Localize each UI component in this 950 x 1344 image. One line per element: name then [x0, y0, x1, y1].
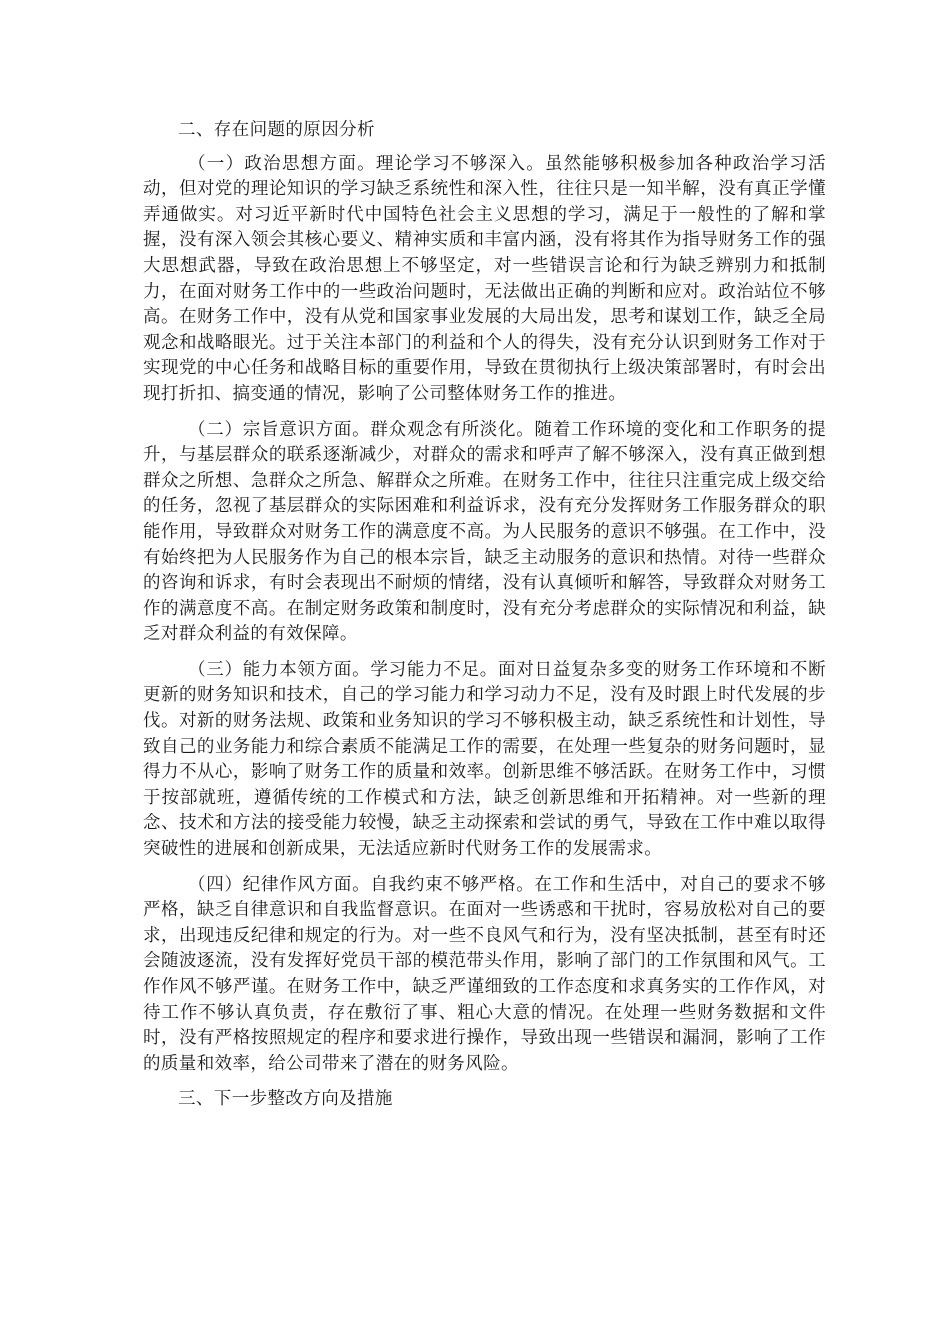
paragraph-political-thought: （一）政治思想方面。理论学习不够深入。虽然能够积极参加各种政治学习活动，但对党的理论知识的学习缺乏系统性和深入性，往往只是一知半解，没有真正学懂弄通做实。对习近平新时代中国特色社会主义思想的学习，满足于一般性的了解和掌握，没有深入领会其核心要义、精神实质和丰富内涵，没有将其作为指导财务工作的强大思想武器，导致在政治思想上不够坚定，对一些错误言论和行为缺乏辨别力和抵制力，在面对财务工作中的一些政治问题时，无法做出正确的判断和应对。政治站位不够高。在财务工作中，没有从党和国家事业发展的大局出发，思考和谋划工作，缺乏全局观念和战略眼光。过于关注本部门的利益和个人的得失，没有充分认识到财务工作对于实现党的中心任务和战略目标的重要作用，导致在贯彻执行上级决策部署时，有时会出现打折扣、搞变通的情况，影响了公司整体财务工作的推进。	[143, 153, 826, 404]
section-heading-causes: 二、存在问题的原因分析	[178, 120, 375, 140]
paragraph-discipline-style: （四）纪律作风方面。自我约束不够严格。在工作和生活中，对自己的要求不够严格，缺乏自律意识和自我监督意识。在面对一些诱惑和干扰时，容易放松对自己的要求，出现违反纪律和规定的行为。对一些不良风气和行为，没有坚决抵制，甚至有时还会随波逐流，没有发挥好党员干部的模范带头作用，影响了部门的工作氛围和风气。工作作风不够严谨。在财务工作中，缺乏严谨细致的工作态度和求真务实的工作作风，对待工作不够认真负责，存在敷衍了事、粗心大意的情况。在处理一些财务数据和文件时，没有严格按照规定的程序和要求进行操作，导致出现一些错误和漏洞，影响了工作的质量和效率，给公司带来了潜在的财务风险。	[143, 874, 826, 1074]
section-heading-next-steps: 三、下一步整改方向及措施	[178, 1089, 393, 1110]
paragraph-ability: （三）能力本领方面。学习能力不足。面对日益复杂多变的财务工作环境和不断更新的财务知识和技术，自己的学习能力和学习动力不足，没有及时跟上时代发展的步伐。对新的财务法规、政策和业务知识的学习不够积极主动，缺乏系统性和计划性，导致自己的业务能力和综合素质不能满足工作的需要，在处理一些复杂的财务问题时，显得力不从心，影响了财务工作的质量和效率。创新思维不够活跃。在财务工作中，习惯于按部就班，遵循传统的工作模式和方法，缺乏创新思维和开拓精神。对一些新的理念、技术和方法的接受能力较慢，缺乏主动探索和尝试的勇气，导致在工作中难以取得突破性的进展和创新成果，无法适应新时代财务工作的发展需求。	[143, 659, 826, 860]
document-body	[143, 118, 826, 1113]
paragraph-purpose-awareness: （二）宗旨意识方面。群众观念有所淡化。随着工作环境的变化和工作职务的提升，与基层群众的联系逐渐减少，对群众的需求和呼声了解不够深入，没有真正做到想群众之所想、急群众之所急、解群众之所难。在财务工作中，往往只注重完成上级交给的任务，忽视了基层群众的实际困难和利益诉求，没有充分发挥财务工作服务群众的职能作用，导致群众对财务工作的满意度不高。为人民服务的意识不够强。在工作中，没有始终把为人民服务作为自己的根本宗旨，缺乏主动服务的意识和热情。对待一些群众的咨询和诉求，有时会表现出不耐烦的情绪，没有认真倾听和解答，导致群众对财务工作的满意度不高。在制定财务政策和制度时，没有充分考虑群众的实际情况和利益，缺乏对群众利益的有效保障。	[143, 419, 826, 645]
